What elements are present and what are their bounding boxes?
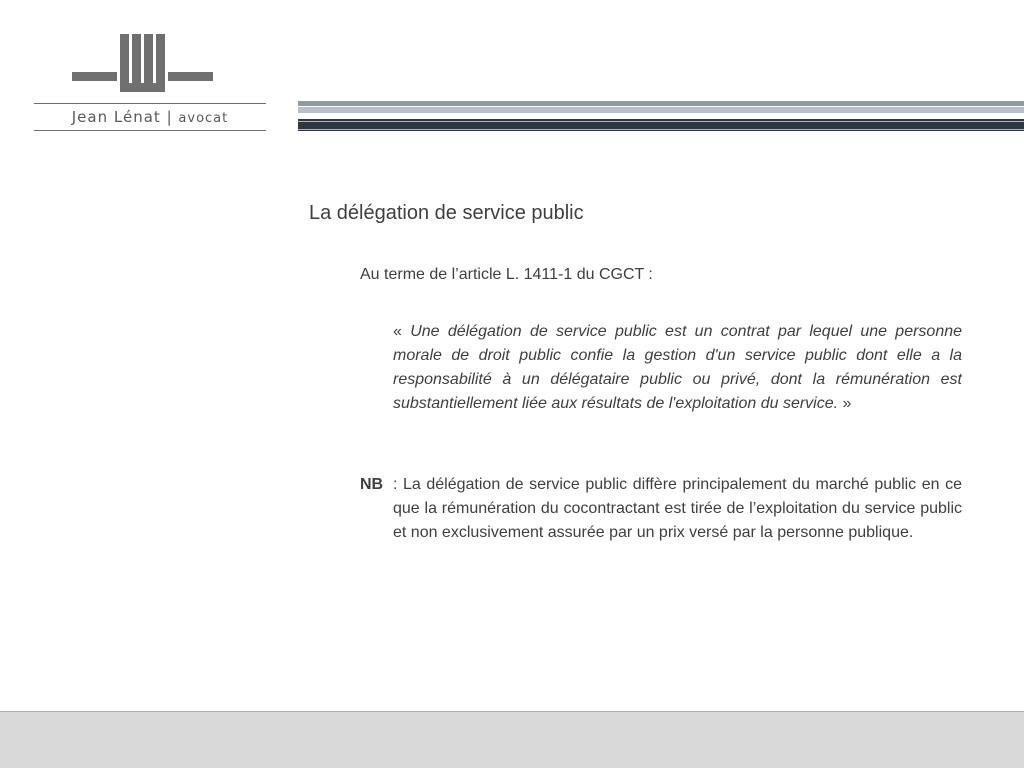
nb-text: : La délégation de service public diffère principalement du marché public en ce que la rémunération du cocontractant est tirée de l’exploitation du service public et non exclusivement assurée par un prix versé par la personne publique. (393, 476, 962, 541)
header-bar-highlight-top (298, 121, 1024, 122)
logo-separator: | (166, 108, 173, 126)
header-bar-gap (298, 115, 1024, 118)
nb-note (360, 473, 962, 573)
logo-bottom-rule (34, 130, 266, 131)
quote-open-mark: « (393, 323, 411, 340)
legal-quote (393, 320, 962, 416)
footer-band (0, 711, 1024, 768)
header-bars (298, 101, 1024, 132)
quote-text: Une délégation de service public est un contrat par lequel une personne morale de droit public confie la gestion d'un service public dont elle a la responsabilité à un délégataire public ou privé, dont la rémunération est substantiellement liée aux résultats de l'exploitation du service. (393, 323, 963, 412)
jl-monogram-icon (72, 34, 216, 92)
quote-close-mark: » (838, 395, 852, 412)
header-bar-top (298, 101, 1024, 106)
article-intro: Au terme de l’article L. 1411-1 du CGCT : (360, 266, 653, 283)
nb-label: NB (360, 476, 384, 493)
firm-logo (34, 34, 266, 134)
logo-secondary-text: avocat (178, 111, 229, 126)
logo-primary-text: Jean Lénat (71, 108, 161, 126)
header-bar-highlight-bottom (298, 129, 1024, 130)
logo-top-rule (34, 103, 266, 104)
logo-wordmark (34, 108, 266, 128)
header-bar-light (298, 107, 1024, 113)
slide-title: La délégation de service public (309, 202, 584, 224)
